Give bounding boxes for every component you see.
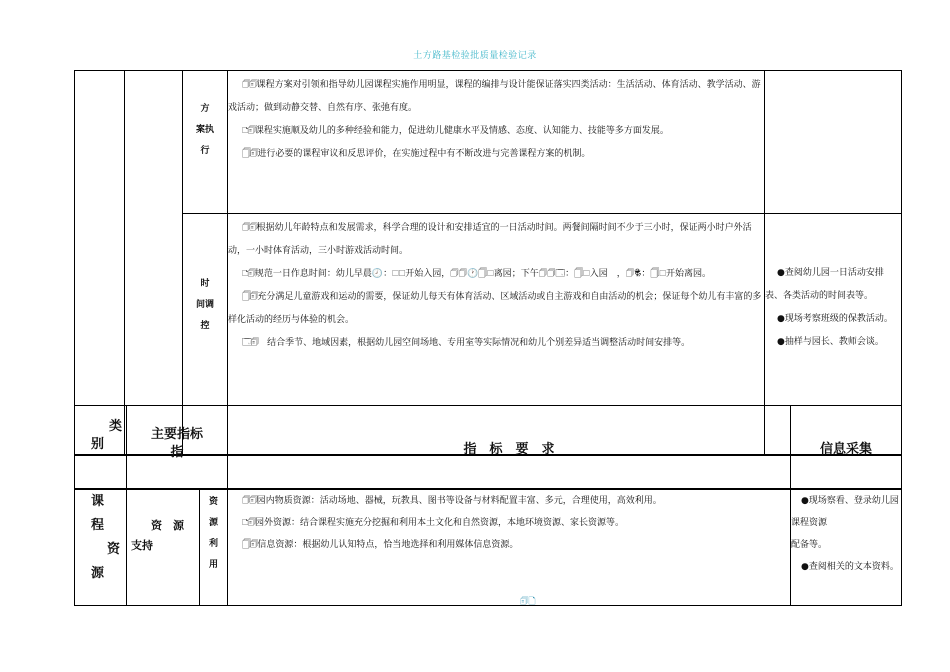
category-header [75, 406, 127, 490]
main-indicator-cell [125, 71, 183, 456]
sub-indicator-cell [200, 489, 228, 606]
sub-indicator-cell [183, 71, 228, 214]
info-item: ●现场考察班级的保教活动。 [777, 314, 893, 324]
sub-indicator-label: 源 [209, 518, 219, 528]
item-marker: 🗇🗊 [242, 223, 257, 233]
item-marker: 🗇🗊 [242, 496, 257, 506]
info-cell [791, 489, 902, 606]
category-header-text: 类 [108, 419, 122, 434]
info-item: ●现场察看、登录幼儿园课程资源 [791, 496, 899, 528]
sub-indicator-label: 间调 [195, 300, 214, 310]
sub-indicator-label: 案执 [195, 125, 214, 135]
item-text: 园内物质资源：活动场地、器械，玩教具、图书等设备与材料配置丰富、多元，合理使用，高效利用。 [256, 496, 662, 506]
sub-indicator-label: 行 [200, 146, 210, 156]
item-text: 结合季节、地域因素，根据幼儿园空间场地、专用室等实际情况和幼儿个别差异适当调整活动时间安排等。 [258, 338, 691, 348]
requirement-item [228, 490, 790, 512]
sub-indicator-label: 时 [200, 279, 210, 289]
item-marker: 🗅🗊 [242, 269, 255, 279]
info-cell [765, 71, 902, 214]
item-marker: 🗍🗊 [242, 149, 258, 159]
item-marker: 🗍🗊 [242, 540, 258, 550]
requirement-item [228, 263, 764, 286]
sub-indicator-label: 方 [200, 104, 210, 114]
category-cell [75, 71, 125, 456]
info-item: ●查阅幼儿园一日活动安排表、各类活动的时间表等。 [765, 268, 884, 301]
main-indicator-header [127, 406, 228, 490]
sub-indicator-label: 控 [200, 321, 210, 331]
main-indicator-header-text: 指 [170, 445, 184, 460]
item-text: 信息资源：根据幼儿认知特点，恰当地选择和利用媒体信息资源。 [257, 540, 519, 550]
table-row [75, 489, 902, 606]
requirement-item [228, 217, 764, 263]
item-text: 根据幼儿年龄特点和发展需求，科学合理的设计和安排适宜的一日活动时间。两餐间隔时间不少于三小时，保证两小时户外活动，一小时体育活动，三小时游戏活动时间。 [228, 223, 752, 256]
category-text: 课 [91, 494, 105, 509]
requirement-cell [228, 71, 765, 214]
requirement-header: 指 标 要 求 [228, 406, 791, 490]
item-marker: 🗇🗊 [242, 80, 257, 90]
category-cell [75, 489, 127, 606]
category-text: 源 [91, 566, 105, 581]
main-indicator-header-text: 主要指标 [151, 427, 204, 442]
requirement-item [228, 332, 764, 355]
info-header: 信息采集 [791, 406, 902, 490]
main-indicator-text: 支持 [131, 539, 153, 552]
info-item: 配备等。 [791, 540, 828, 550]
table-row [75, 71, 902, 214]
item-text: 进行必要的课程审议和反思评价，在实施过程中有不断改进与完善课程方案的机制。 [257, 149, 591, 159]
requirement-cell [228, 489, 791, 606]
requirement-item [228, 143, 764, 166]
sub-indicator-label: 用 [209, 560, 219, 570]
category-text: 程 [91, 518, 105, 533]
category-header-text: 别 [91, 437, 105, 452]
item-marker: 🗍🗊 [242, 292, 258, 302]
page-header: 土方路基检验批质量检验记录 [413, 51, 537, 61]
main-indicator-text: 资 源 [151, 519, 184, 532]
requirement-item [228, 534, 790, 556]
requirement-item [228, 120, 764, 143]
requirement-item [228, 286, 764, 332]
sub-indicator-label: 利 [209, 539, 219, 549]
sub-indicator-label: 资 [209, 497, 219, 507]
item-marker: 🗅🗊 [242, 518, 255, 528]
requirement-item [228, 74, 764, 120]
item-marker: 🗔🗊 [242, 338, 259, 348]
item-text: 园外资源：结合课程实施充分挖掘和利用本土文化和自然资源，本地环境资源、家长资源等。 [254, 518, 624, 528]
evaluation-table-bottom [74, 405, 902, 606]
info-item: ●抽样与园长、教师会谈。 [777, 337, 884, 347]
item-text: 课程方案对引领和指导幼儿园课程实施作用明显，课程的编排与设计能保证落实四类活动：生活活动、体育活动、教学活动、游戏活动；做到动静交替、自然有序、张弛有度。 [228, 80, 761, 113]
item-marker: 🗅🗊 [242, 126, 255, 136]
item-text: 规范一日作息时间：幼儿早晨🕗：🗆🗆开始入园，🗇🗇🕐🗍🗆离园；下午🗇🗇🗔：🗍🗆入园 ，🗇🕏：🗍🗆开始离园。 [254, 269, 711, 279]
evaluation-table-top [74, 70, 902, 456]
category-text: 资 [106, 542, 120, 557]
table-header-row [75, 406, 902, 490]
requirement-item [228, 512, 790, 534]
item-text: 充分满足儿童游戏和运动的需要，保证幼儿每天有体育活动、区域活动或自主游戏和自由活动的机会；保证每个幼儿有丰富的多样化活动的经历与体验的机会。 [228, 292, 762, 325]
info-item: ●查阅相关的文本资料。 [801, 562, 899, 572]
item-text: 课程实施顺及幼儿的多种经验和能力，促进幼儿健康水平及情感、态度、认知能力、技能等多方面发展。 [254, 126, 669, 136]
main-indicator-cell [127, 489, 200, 606]
page-footer: 🗊🗋 [520, 597, 536, 607]
